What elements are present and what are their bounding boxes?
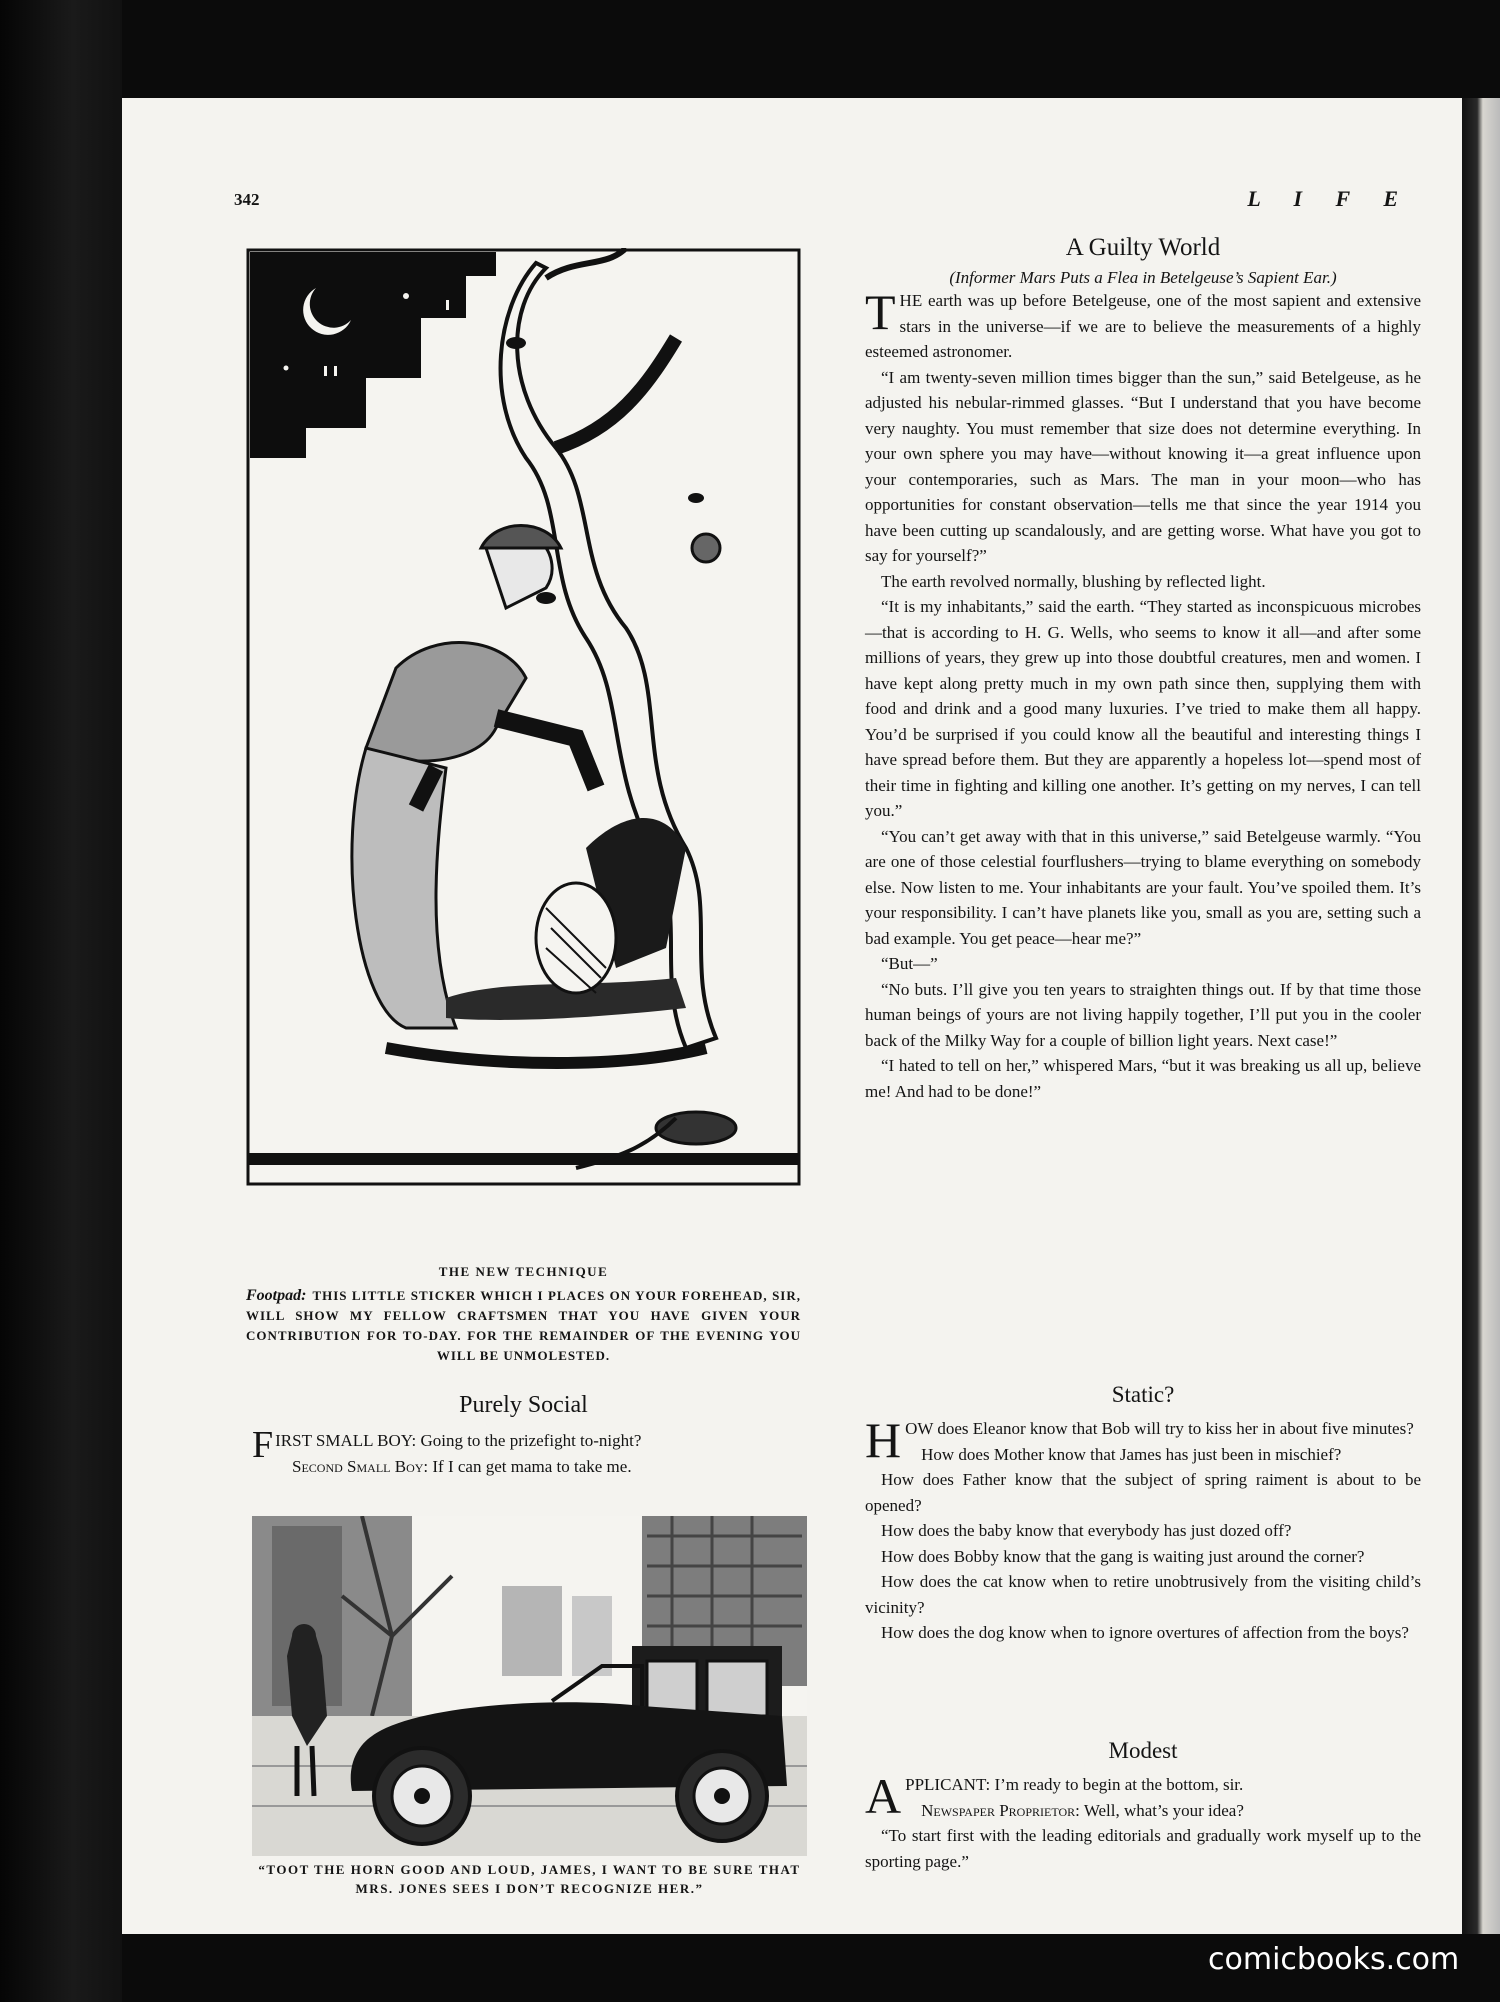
automobile-caption: “TOOT THE HORN GOOD AND LOUD, JAMES, I WANT TO BE SURE THAT MRS. JONES SEES I DON’T RECOGNIZE HER.”: [258, 1862, 801, 1896]
paragraph: “No buts. I’ll give you ten years to straighten things out. If by that time those human beings of yours are not living happily together, I’ll put you in the cooler back of the Milky Way for a couple of billion light years. Next case!”: [865, 979, 1421, 1050]
paragraph: “You can’t get away with that in this universe,” said Betelgeuse warmly. “You are one of those celestial fourflushers—trying to blame everything on somebody else. Now listen to me. Your inhabitants are your fault. You’ve spoiled them. It’s your responsibility. I can’t have planets like you, small as you are, setting such a bad example. You get peace—hear me?”: [865, 826, 1421, 948]
paragraph: HOW does Eleanor know that Bob will try to kiss her in about five minutes?: [865, 1412, 1414, 1468]
paragraph: “I hated to tell on her,” whispered Mars, “but it was breaking us all up, believe me! And had to be done!”: [865, 1056, 1421, 1101]
guilty-world-article: [865, 234, 1421, 1104]
paragraph: How does Mother know that James has just been in mischief?: [921, 1444, 1342, 1464]
guilty-world-subtitle: (Informer Mars Puts a Flea in Betelgeuse’s Sapient Ear.): [949, 268, 1337, 287]
paragraph: “To start first with the leading editorials and gradually work myself up to the sporting page.”: [865, 1826, 1421, 1871]
magazine-page: [122, 98, 1462, 1934]
drop-cap: F: [252, 1424, 274, 1466]
paragraph: “But—”: [881, 954, 938, 973]
paragraph: Newspaper Proprietor: Well, what’s your idea?: [921, 1800, 1244, 1820]
illustration-caption: [246, 1264, 801, 1366]
purely-social-line2: Second Small Boy: If I can get mama to take me.: [292, 1457, 632, 1476]
running-head: L I F E: [1247, 186, 1412, 211]
scan-right-edge: [1462, 98, 1500, 1934]
paragraph: How does Father know that the subject of spring raiment is about to be opened?: [865, 1470, 1421, 1515]
static-heading: Static?: [1111, 1382, 1175, 1407]
drop-cap: A: [865, 1768, 902, 1824]
modest-article: [865, 1738, 1421, 1874]
purely-social-line1: FIRST SMALL BOY: Going to the prizefight to-night?: [252, 1424, 642, 1466]
purely-social-heading: Purely Social: [459, 1392, 588, 1418]
paragraph: THE earth was up before Betelgeuse, one of the most sapient and extensive stars in the universe—if we are to believe the measurements of a highly esteemed astronomer.: [865, 284, 1421, 361]
drop-cap: T: [865, 284, 896, 340]
guilty-world-heading: A Guilty World: [1065, 234, 1221, 261]
paragraph: How does Bobby know that the gang is waiting just around the corner?: [881, 1546, 1365, 1566]
paragraph: How does the cat know when to retire unobtrusively from the visiting child’s vicinity?: [865, 1572, 1421, 1617]
purely-social-text: [252, 1424, 807, 1480]
paragraph: “It is my inhabitants,” said the earth. “They started as inconspicuous microbes—that is according to H. G. Wells, who seems to know it all—and after some millions of years, they grew up into those doubtful creatures, men and women. I have kept along pretty much in my own path since then, supplying them with food and drink and a good many luxuries. I’ve tried to make them all happy. You’d be surprised if you could know all the beautiful and interesting things I have spread before them. But they are apparently a hopeless lot—spend most of their time in fighting and killing one another. It’s getting on my nerves, I can tell you.”: [865, 597, 1421, 820]
caption-speaker: Footpad:: [246, 1287, 307, 1304]
page-number: 342: [234, 190, 260, 209]
paragraph: The earth revolved normally, blushing by reflected light.: [881, 571, 1266, 591]
footpad-illustration: [246, 248, 801, 1186]
paragraph: “I am twenty-seven million times bigger than the sun,” said Betelgeuse, as he adjusted his nebular-rimmed glasses. “But I understand that you have become very naughty. You must remember that size does not determine everything. In your own sphere you may have—without knowing it—a great influence upon your contemporaries, such as Mars. The man in your moon—who has opportunities for constant observation—tells me that since the year 1914 you have been cutting up scandalously, and are getting worse. What have you got to say for yourself?”: [865, 367, 1421, 565]
caption-text: [246, 1286, 801, 1366]
automobile-illustration: [252, 1516, 807, 1856]
drop-cap: H: [865, 1412, 902, 1468]
caption-title: THE NEW TECHNIQUE: [438, 1264, 609, 1279]
paragraph: How does the dog know when to ignore overtures of affection from the boys?: [881, 1623, 1409, 1642]
static-article: [865, 1382, 1421, 1646]
caption-dialogue: THIS LITTLE STICKER WHICH I PLACES ON YOUR FOREHEAD, SIR, WILL SHOW MY FELLOW CRAFTSMEN THAT YOU HAVE GIVEN YOUR CONTRIBUTION FOR TO-DAY. FOR THE REMAINDER OF THE EVENING YOU WILL BE UNMOLESTED.: [246, 1288, 801, 1363]
site-watermark: comicbooks.com: [1208, 1942, 1460, 1977]
modest-heading: Modest: [1108, 1738, 1178, 1763]
paragraph: How does the baby know that everybody has just dozed off?: [881, 1521, 1292, 1540]
scan-left-edge: [0, 0, 122, 2002]
paragraph: APPLICANT: I’m ready to begin at the bottom, sir.: [865, 1768, 1244, 1824]
